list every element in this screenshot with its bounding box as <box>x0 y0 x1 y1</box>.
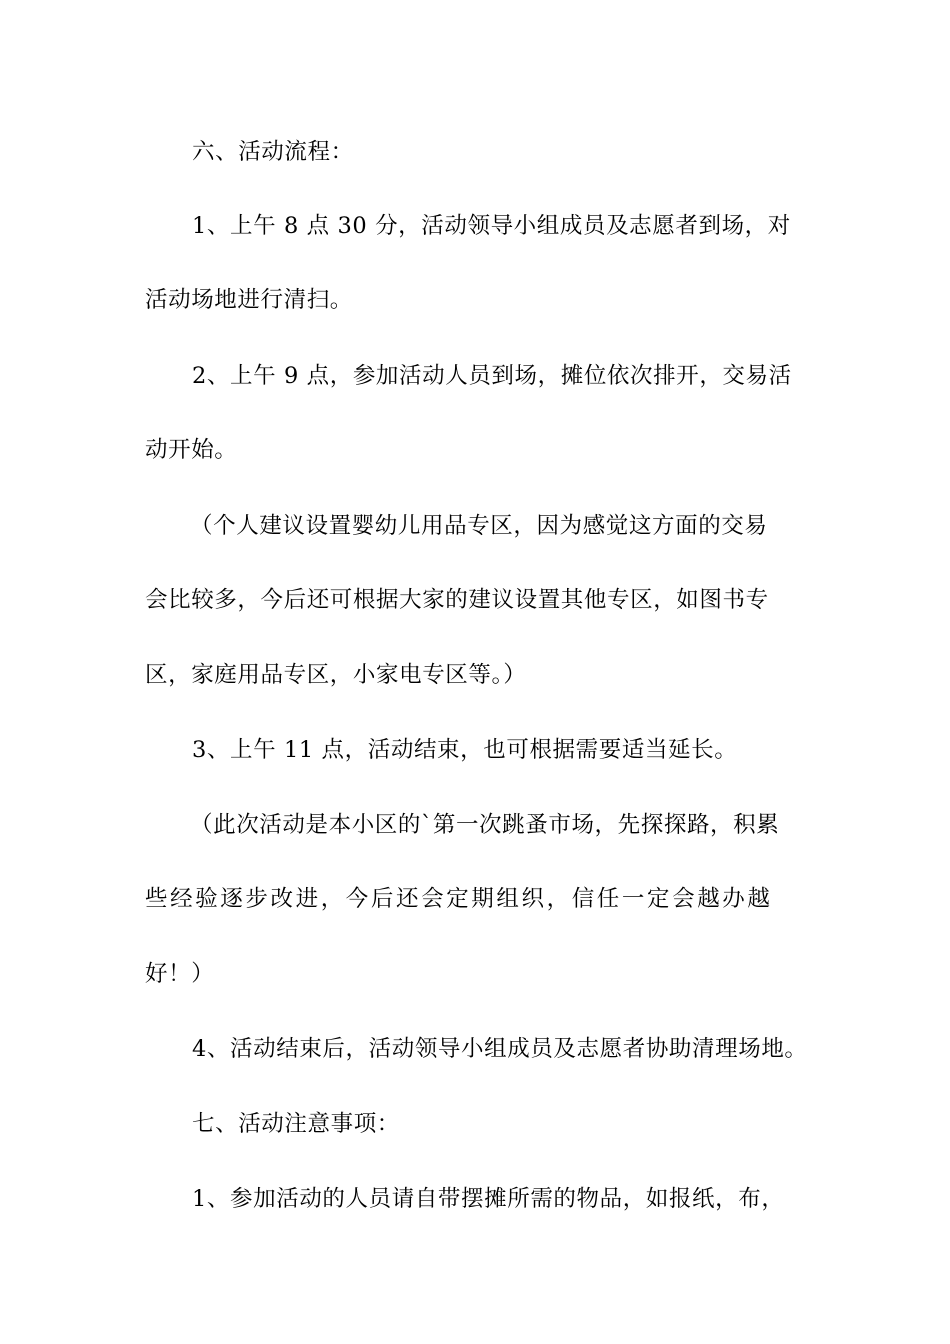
paragraph-line: 区，家庭用品专区，小家电专区等。） <box>145 662 527 688</box>
paragraph-line: 1、上午 8 点 30 分，活动领导小组成员及志愿者到场，对 <box>192 213 791 239</box>
paragraph-line: 2、上午 9 点，参加活动人员到场，摊位依次排开，交易活 <box>192 363 792 389</box>
paragraph-line: 1、参加活动的人员请自带摆摊所需的物品，如报纸，布， <box>192 1186 785 1212</box>
paragraph-line: 4、活动结束后，活动领导小组成员及志愿者协助清理场地。 <box>192 1036 808 1062</box>
paragraph-line: （个人建议设置婴幼儿用品专区，因为感觉这方面的交易 <box>190 513 768 539</box>
paragraph-line: 活动场地进行清扫。 <box>145 287 353 313</box>
paragraph-line: 3、上午 11 点，活动结束，也可根据需要适当延长。 <box>192 737 738 763</box>
section-heading-activity-process: 六、活动流程： <box>192 139 354 165</box>
paragraph-line: 些经验逐步改进，今后还会定期组织，信任一定会越办越 <box>145 886 773 912</box>
paragraph-line: 会比较多，今后还可根据大家的建议设置其他专区，如图书专 <box>145 587 769 613</box>
paragraph-line: （此次活动是本小区的`第一次跳蚤市场，先探探路，积累 <box>190 812 780 838</box>
paragraph-line: 好！） <box>145 961 215 987</box>
paragraph-line: 动开始。 <box>145 437 238 463</box>
section-heading-activity-notes: 七、活动注意事项： <box>192 1111 400 1137</box>
